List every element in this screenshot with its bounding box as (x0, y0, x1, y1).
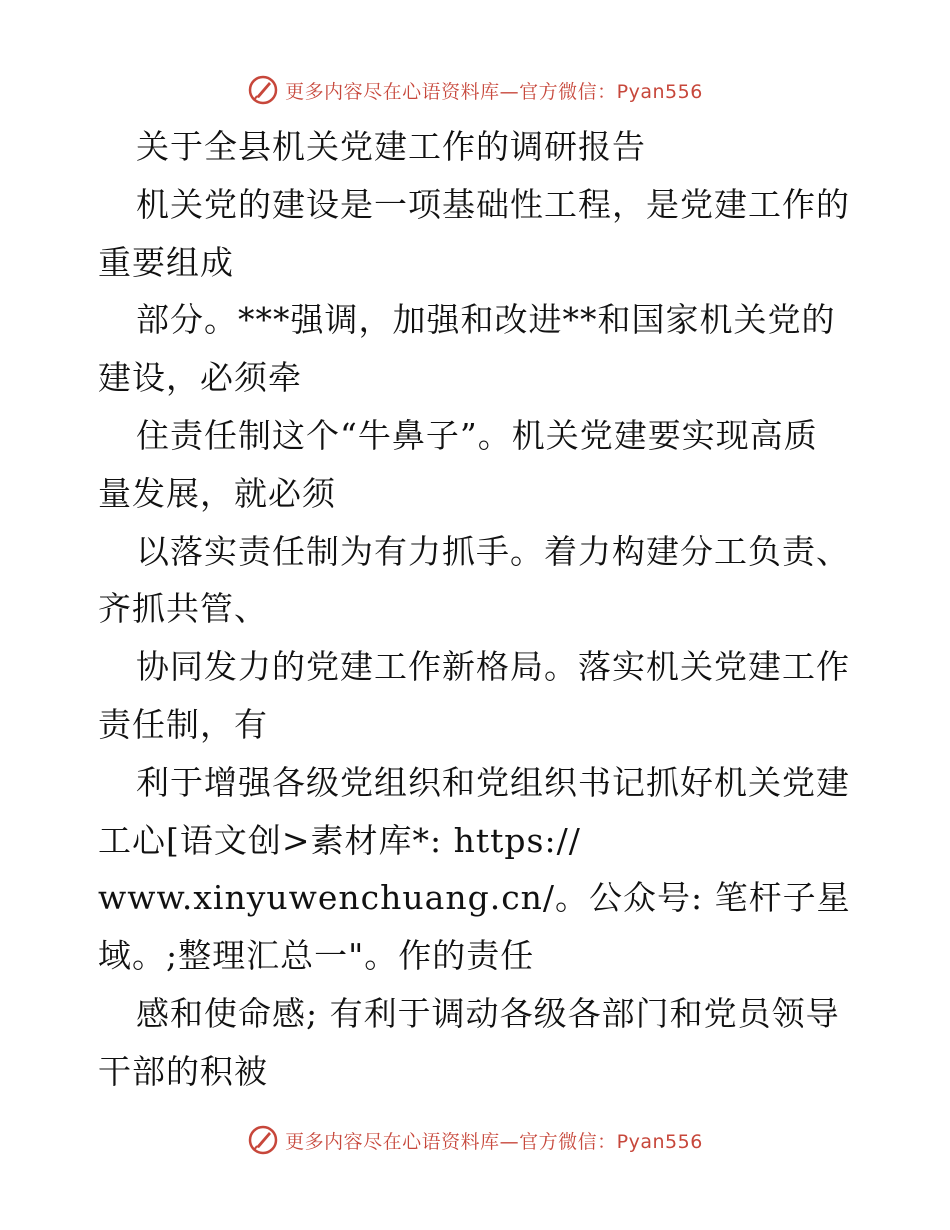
paragraph-line: 工心[语文创>素材库*: https:// (98, 820, 581, 860)
paragraph-line: 住责任制这个“牛鼻子”。机关党建要实现高质 (136, 415, 818, 455)
paragraph-line: 协同发力的党建工作新格局。落实机关党建工作 (136, 647, 850, 687)
paragraph-line: 机关党的建设是一项基础性工程，是党建工作的 (136, 184, 850, 224)
paragraph-line: 域。;整理汇总一"。作的责任 (98, 936, 535, 976)
paragraph-line: 责任制，有 (98, 704, 268, 744)
paragraph-line: 建设，必须牵 (98, 358, 302, 398)
paragraph-line: 利于增强各级党组织和党组织书记抓好机关党建 (136, 762, 850, 802)
quill-logo-icon (247, 1124, 279, 1156)
footer-banner-text: 更多内容尽在心语资料库—官方微信：Pyan556 (285, 1130, 703, 1153)
paragraph-line: 齐抓共管、 (98, 589, 268, 629)
document-title: 关于全县机关党建工作的调研报告 (136, 127, 646, 166)
quill-logo-icon (247, 74, 279, 106)
paragraph-line: 干部的积被 (98, 1051, 268, 1091)
paragraph-line: 量发展，就必须 (98, 473, 336, 513)
paragraph-line: 部分。***强调，加强和改进**和国家机关党的 (136, 300, 836, 340)
header-banner-text: 更多内容尽在心语资料库—官方微信：Pyan556 (285, 80, 703, 103)
document-body (98, 118, 868, 1101)
header-banner (0, 70, 950, 110)
footer-banner (0, 1120, 950, 1160)
paragraph-line: 感和使命感; 有利于调动各级各部门和党员领导 (136, 993, 840, 1033)
paragraph-line: 以落实责任制为有力抓手。着力构建分工负责、 (136, 531, 850, 571)
paragraph-line: 重要组成 (98, 242, 234, 282)
paragraph-line: www.xinyuwenchuang.cn/。公众号: 笔杆子星 (98, 878, 851, 918)
